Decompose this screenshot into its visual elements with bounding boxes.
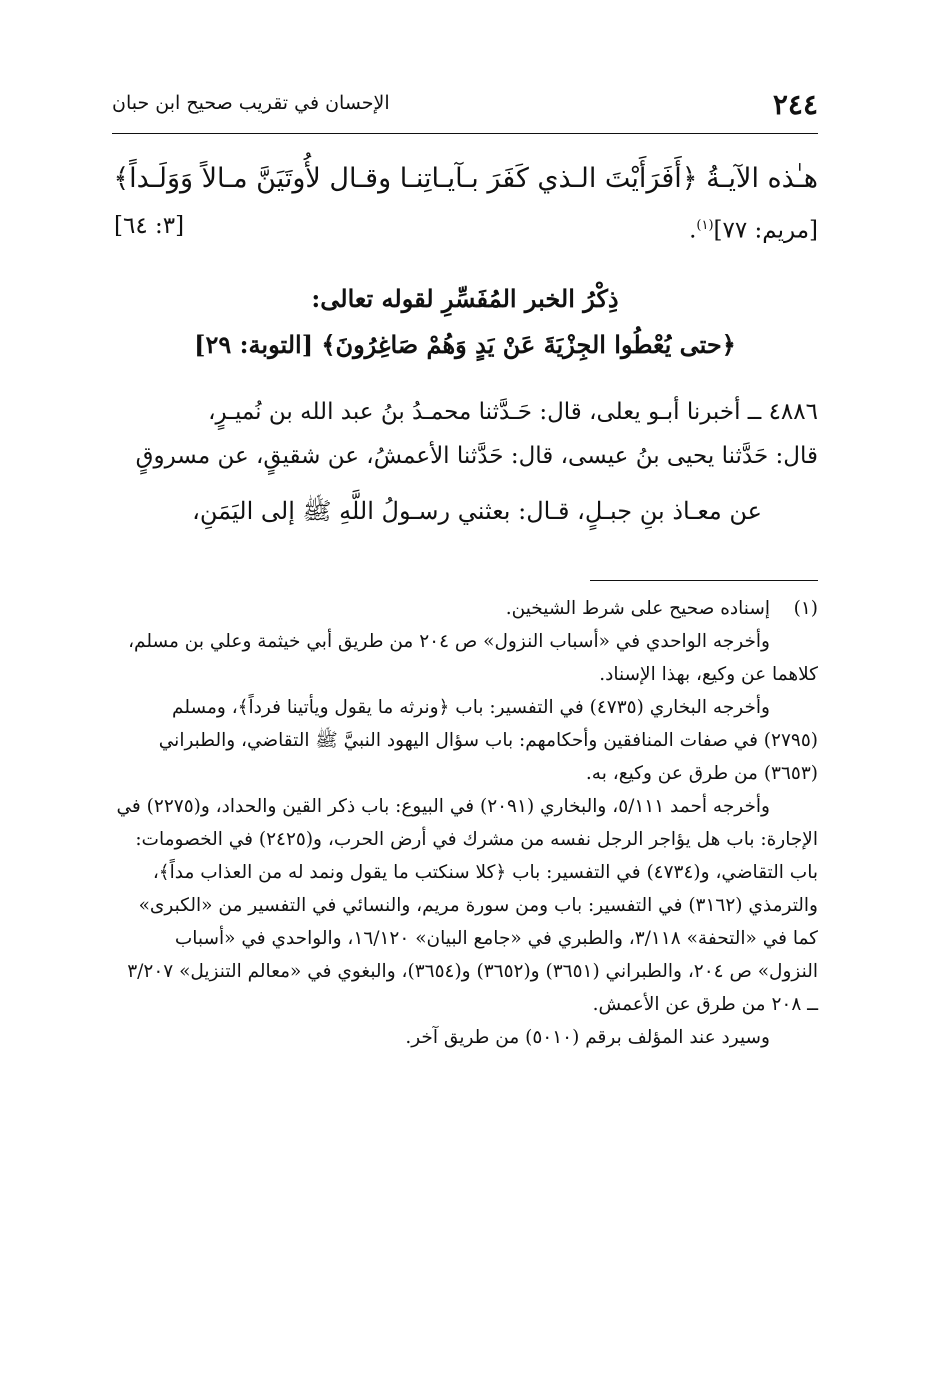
footnote-paragraph: وسيرد عند المؤلف برقم (٥٠١٠) من طريق آخر. <box>405 1027 770 1048</box>
page-number: ٢٤٤ <box>772 88 818 121</box>
verse-reference-end: . <box>689 217 697 244</box>
footnote-number: (١) <box>793 598 818 619</box>
main-text <box>112 152 818 246</box>
footnote-paragraph: وأخرجه الواحدي في «أسباب النزول» ص ٢٠٤ من طريق أبي خيثمة وعلي بن مسلم، كلاهما عن وكيع، بهذا الإسناد. <box>128 631 818 685</box>
verse-reference-line <box>112 206 818 246</box>
hadith-line-2: قال: حَدَّثنا يحيى بنُ عيسى، قال: حَدَّثنا الأعمشُ، عن شقيقٍ، عن مسروقٍ <box>135 443 818 469</box>
page-header <box>112 86 818 126</box>
hadith-line-3: عن معـاذ بنِ جبـلٍ، قـال: بعثني رسـولُ اللَّهِ ﷺ إلى اليَمَنِ، <box>192 497 762 525</box>
book-title: الإحسان في تقريب صحيح ابن حبان <box>112 92 390 114</box>
cross-reference: [٣: ٦٤] <box>114 213 185 239</box>
hadith-text <box>112 390 818 536</box>
footnote-paragraph: وأخرجه أحمد ٥/١١١، والبخاري (٢٠٩١) في البيوع: باب ذكر القين والحداد، و(٢٢٧٥) في الإجارة: باب هل يؤاجر الرجل نفسه من مشرك في أرض الحرب، و(٢٤٢٥) في الخصومات: باب التقاضي، و(٤٧٣٤) في التفسير: باب ﴿كلا سنكتب ما يقول ونمد له من العذاب مداً﴾، والترمذي (٣١٦٢) في التفسير: باب ومن سورة مريم، والنسائي في التفسير من «الكبرى» كما في «التحفة» ٣/١١٨، والطبري في «جامع البيان» ١٦/١٢٠، والواحدي في «أسباب النزول» ص ٢٠٤، والطبراني (٣٦٥١) و(٣٦٥٢) و(٣٦٥٤)، والبغوي في «معالم التنزيل» ٣/٢٠٧ ــ ٢٠٨ من طرق عن الأعمش. <box>116 796 818 1015</box>
footnote-1 <box>112 592 818 625</box>
footnote-paragraph: وأخرجه البخاري (٤٧٣٥) في التفسير: باب ﴿ونرثه ما يقول ويأتينا فرداً﴾، ومسلم (٢٧٩٥) في صفات المنافقين وأحكامهم: باب سؤال اليهود النبيَّ ﷺ التقاضي، والطبراني (٣٦٥٣) من طرق عن وكيع، به. <box>158 697 818 784</box>
header-rule <box>112 133 818 134</box>
footnote-line: إسناده صحيح على شرط الشيخين. <box>505 598 770 619</box>
heading-line-1: ذِكْرُ الخبر المُفَسِّرِ لقوله تعالى: <box>311 284 619 313</box>
verse-reference: [مريم: ٧٧] <box>713 217 818 244</box>
verse-line: هـٰذه الآيـةُ ﴿أَفَرَأَيْتَ الـذي كَفَرَ بـآيـاتِنـا وقـال لأُوتَيَنَّ مـالاً وَوَلَـداً﴾ <box>113 163 818 194</box>
heading-line-2: ﴿حتى يُعْطُوا الجِزْيَةَ عَنْ يَدٍ وَهُمْ صَاغِرُونَ﴾ [التوبة: ٢٩] <box>194 330 736 359</box>
hadith-line-1: ٤٨٨٦ ــ أخبرنا أبـو يعلى، قال: حَـدَّثنا محمـدُ بنُ عبد الله بن نُميـرٍ، <box>208 399 818 425</box>
chapter-heading <box>112 276 818 368</box>
footnotes <box>112 592 818 1054</box>
footnote-rule <box>590 580 818 581</box>
footnote-marker: (١) <box>696 218 714 233</box>
